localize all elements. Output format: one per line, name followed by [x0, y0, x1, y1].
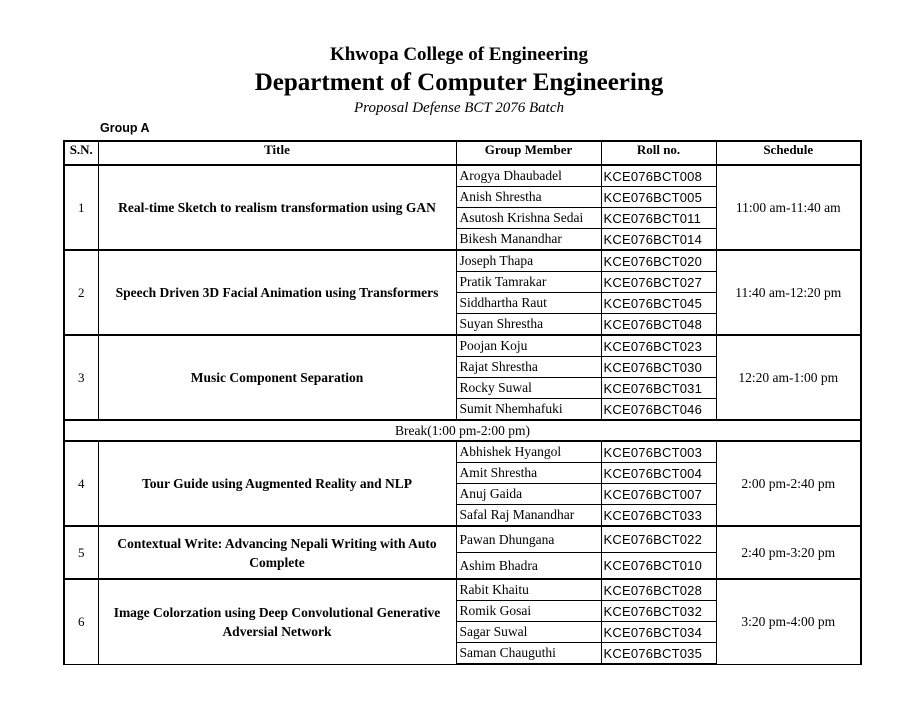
member-name: Arogya Dhaubadel: [456, 165, 601, 187]
roll-number: KCE076BCT008: [601, 165, 716, 187]
roll-number: KCE076BCT010: [601, 553, 716, 580]
break-text: Break(1:00 pm-2:00 pm): [64, 420, 861, 441]
roll-number: KCE076BCT032: [601, 601, 716, 622]
member-name: Joseph Thapa: [456, 250, 601, 272]
department-title: Department of Computer Engineering: [254, 69, 664, 96]
member-name: Romik Gosai: [456, 601, 601, 622]
project-title: Speech Driven 3D Facial Animation using Transformers: [98, 250, 456, 335]
roll-number: KCE076BCT028: [601, 579, 716, 601]
table-header-row: [64, 141, 861, 165]
serial-number: 4: [64, 441, 98, 526]
header-sn: S.N.: [64, 141, 98, 165]
member-name: Rocky Suwal: [456, 378, 601, 399]
schedule-time: 11:40 am-12:20 pm: [716, 250, 861, 335]
group-label: Group A: [100, 121, 150, 135]
schedule-time: 2:40 pm-3:20 pm: [716, 526, 861, 579]
roll-number: KCE076BCT022: [601, 526, 716, 553]
roll-number: KCE076BCT004: [601, 463, 716, 484]
table-row: [64, 165, 861, 187]
serial-number: 5: [64, 526, 98, 579]
project-title: Image Colorzation using Deep Convolutional Generative Adversial Network: [98, 579, 456, 664]
document-subtitle: Proposal Defense BCT 2076 Batch: [354, 100, 564, 116]
schedule-time: 2:00 pm-2:40 pm: [716, 441, 861, 526]
member-name: Suyan Shrestha: [456, 314, 601, 336]
header-roll: Roll no.: [601, 141, 716, 165]
member-name: Pawan Dhungana: [456, 526, 601, 553]
project-title: Music Component Separation: [98, 335, 456, 420]
member-name: Ashim Bhadra: [456, 553, 601, 580]
table-row: [64, 250, 861, 272]
roll-number: KCE076BCT048: [601, 314, 716, 336]
roll-number: KCE076BCT030: [601, 357, 716, 378]
member-name: Anuj Gaida: [456, 484, 601, 505]
roll-number: KCE076BCT031: [601, 378, 716, 399]
break-row: [64, 420, 861, 441]
roll-number: KCE076BCT003: [601, 441, 716, 463]
roll-number: KCE076BCT035: [601, 643, 716, 665]
table-body: [64, 165, 861, 664]
serial-number: 2: [64, 250, 98, 335]
roll-number: KCE076BCT005: [601, 187, 716, 208]
member-name: Saman Chauguthi: [456, 643, 601, 665]
member-name: Bikesh Manandhar: [456, 229, 601, 251]
schedule-time: 3:20 pm-4:00 pm: [716, 579, 861, 664]
project-title: Tour Guide using Augmented Reality and NLP: [98, 441, 456, 526]
roll-number: KCE076BCT014: [601, 229, 716, 251]
member-name: Asutosh Krishna Sedai: [456, 208, 601, 229]
table-row: [64, 441, 861, 463]
header-schedule: Schedule: [716, 141, 861, 165]
serial-number: 6: [64, 579, 98, 664]
table-row: [64, 526, 861, 553]
serial-number: 1: [64, 165, 98, 250]
member-name: Poojan Koju: [456, 335, 601, 357]
roll-number: KCE076BCT020: [601, 250, 716, 272]
member-name: Amit Shrestha: [456, 463, 601, 484]
table-row: [64, 335, 861, 357]
table-row: [64, 579, 861, 601]
header-member: Group Member: [456, 141, 601, 165]
schedule-table: [63, 140, 862, 665]
member-name: Sumit Nhemhafuki: [456, 399, 601, 421]
member-name: Abhishek Hyangol: [456, 441, 601, 463]
project-title: Contextual Write: Advancing Nepali Writing with Auto Complete: [98, 526, 456, 579]
project-title: Real-time Sketch to realism transformation using GAN: [98, 165, 456, 250]
schedule-time: 11:00 am-11:40 am: [716, 165, 861, 250]
header-title: Title: [98, 141, 456, 165]
roll-number: KCE076BCT027: [601, 272, 716, 293]
roll-number: KCE076BCT034: [601, 622, 716, 643]
member-name: Pratik Tamrakar: [456, 272, 601, 293]
member-name: Anish Shrestha: [456, 187, 601, 208]
roll-number: KCE076BCT045: [601, 293, 716, 314]
roll-number: KCE076BCT011: [601, 208, 716, 229]
member-name: Rabit Khaitu: [456, 579, 601, 601]
roll-number: KCE076BCT046: [601, 399, 716, 421]
member-name: Siddhartha Raut: [456, 293, 601, 314]
roll-number: KCE076BCT023: [601, 335, 716, 357]
roll-number: KCE076BCT033: [601, 505, 716, 527]
member-name: Rajat Shrestha: [456, 357, 601, 378]
member-name: Safal Raj Manandhar: [456, 505, 601, 527]
member-name: Sagar Suwal: [456, 622, 601, 643]
schedule-time: 12:20 am-1:00 pm: [716, 335, 861, 420]
roll-number: KCE076BCT007: [601, 484, 716, 505]
serial-number: 3: [64, 335, 98, 420]
college-name: Khwopa College of Engineering: [329, 44, 589, 65]
